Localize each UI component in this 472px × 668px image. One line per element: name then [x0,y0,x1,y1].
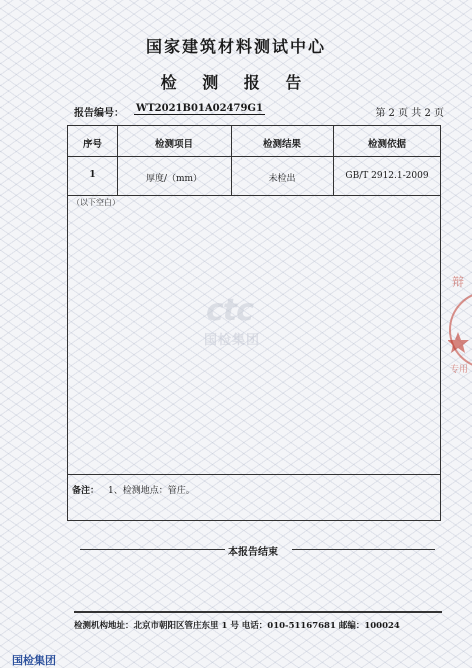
report-number-value: WT2021B01A02479G1 [136,103,263,114]
cell-item: 厚度/（mm） [145,174,203,184]
bottom-logo: 国检集团 [12,654,56,667]
row-divider [68,195,440,196]
header-cell-result: 检测结果 [262,139,301,150]
end-marker: 本报告结束 [228,547,278,558]
blank-note: （以下空白） [72,198,120,207]
report-title: 检 测 报 告 [160,73,312,92]
watermark-name: 国检集团 [204,333,261,348]
header-cell-item: 检测项目 [154,139,193,150]
end-line-right [292,549,435,550]
watermark-logo: ctc [206,293,253,328]
header-cell-index: 序号 [82,139,102,150]
end-line-left [80,549,225,550]
seal-text-1: 辩 [452,275,465,289]
footer-divider [74,611,442,613]
cell-index: 1 [89,170,96,180]
institution-title: 国家建筑材料测试中心 [145,37,326,56]
cell-result: 未检出 [268,174,296,184]
watermark [194,293,284,355]
page-info: 第 2 页 共 2 页 [375,108,444,119]
seal-stamp-graphic [448,270,472,380]
header-cell-basis: 检测依据 [367,139,406,150]
remark-text: 1、检测地点：管庄。 [108,486,195,496]
seal-stamp-edge [448,270,472,380]
row-divider [68,156,440,157]
remark-label: 备注： [72,486,100,496]
seal-text-2: 专用 [450,365,469,375]
cell-basis: GB/T 2912.1-2009 [345,171,429,181]
remark-divider [68,474,440,475]
footer-address: 检测机构地址：北京市朝阳区管庄东里 1 号 电话：010-51167681 邮编：100024 [74,621,400,631]
report-number-label: 报告编号： [74,108,124,119]
